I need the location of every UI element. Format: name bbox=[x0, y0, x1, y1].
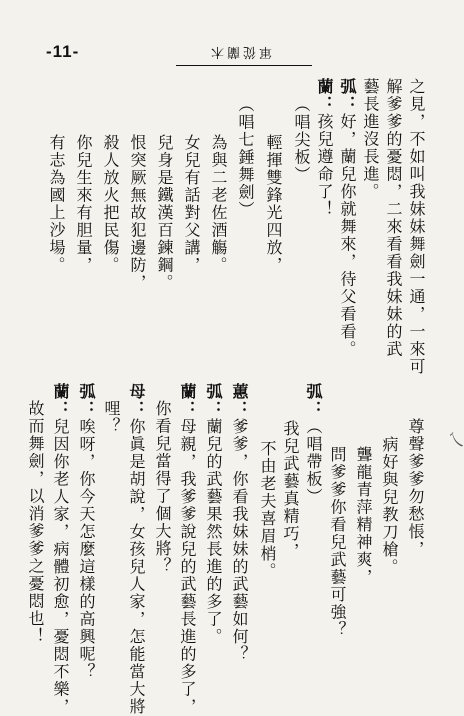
upper-columns-5 bbox=[293, 96, 309, 184]
upper-columns-7 bbox=[237, 96, 253, 219]
lower-columns-13 bbox=[78, 383, 94, 681]
upper-columns-6 bbox=[265, 134, 281, 274]
lower-columns-1 bbox=[381, 436, 397, 576]
running-header: 軍從蘭木 bbox=[208, 44, 273, 59]
upper-columns-9 bbox=[183, 134, 199, 274]
line-text: 女兒有話對父講， bbox=[182, 134, 201, 274]
upper-columns-4 bbox=[316, 78, 332, 218]
speaker-label: 蘭： bbox=[51, 383, 70, 418]
line-text: 不由老夫喜眉梢。 bbox=[258, 440, 277, 580]
lower-columns-12 bbox=[103, 400, 119, 435]
upper-columns-2 bbox=[362, 78, 378, 201]
lower-columns-2 bbox=[355, 446, 371, 586]
line-text: 兒因你老人家，病體初愈，憂悶不樂， bbox=[51, 418, 70, 716]
line-text: 殺人放火把民傷。 bbox=[101, 134, 120, 274]
line-text: 蘭兒的武藝果然長進的多了。 bbox=[204, 418, 223, 646]
line-text: 兒身是鐵漢百鍊鋼。 bbox=[155, 134, 174, 292]
line-text: 母親，我爹爹說兒的武藝長進的多了， bbox=[178, 418, 197, 716]
line-text: 故而舞劍，以消爹爹之憂悶也！ bbox=[26, 400, 45, 645]
line-text: 輕揮雙鋒光四放， bbox=[264, 134, 283, 274]
upper-columns-13 bbox=[75, 134, 91, 274]
speaker-label: 蘭： bbox=[315, 78, 334, 113]
lower-columns-8 bbox=[205, 383, 221, 646]
lower-columns-10 bbox=[154, 400, 170, 575]
line-text: 之見，不如叫我妹妹舞劍一通，一來可 bbox=[407, 78, 426, 376]
lower-columns-6 bbox=[259, 440, 275, 580]
upper-columns-1 bbox=[385, 78, 401, 358]
upper-columns-14 bbox=[48, 134, 64, 274]
line-text: 藝長進沒長進。 bbox=[361, 78, 380, 201]
lower-columns-0 bbox=[407, 418, 423, 558]
speaker-label: 蕙： bbox=[230, 383, 249, 418]
line-text: 聾龍青萍精神爽， bbox=[354, 446, 373, 586]
upper-columns-0 bbox=[408, 78, 424, 376]
line-text: 尊聲爹爹勿愁悵， bbox=[406, 418, 425, 558]
lower-columns-7 bbox=[231, 383, 247, 663]
line-text: 問爹爹你看兒武藝可強？ bbox=[328, 446, 347, 639]
line-text: 我兒武藝真精巧， bbox=[281, 420, 300, 560]
line-text: 唉呀，你今天怎麼這樣的高興呢？ bbox=[77, 418, 96, 681]
line-text: 你看兒當得了個大將？ bbox=[153, 400, 172, 575]
line-text: 解爹爹的憂悶，二來看看我妹妹的武 bbox=[384, 78, 403, 358]
lower-columns-11 bbox=[128, 383, 144, 716]
line-text: 哩？ bbox=[102, 400, 121, 435]
lower-columns-14 bbox=[52, 383, 68, 716]
upper-columns-12 bbox=[102, 134, 118, 274]
speaker-label: 蘭： bbox=[178, 383, 197, 418]
speaker-label: 弧： bbox=[338, 78, 357, 113]
upper-columns-3 bbox=[339, 78, 355, 358]
upper-columns-10 bbox=[156, 134, 172, 292]
page-number: -11- bbox=[46, 42, 80, 61]
lower-columns-3 bbox=[329, 446, 345, 639]
line-text: （唱七錘舞劍） bbox=[236, 96, 255, 219]
line-text: （唱帶板） bbox=[304, 418, 323, 506]
line-text: （唱尖板） bbox=[292, 96, 311, 184]
header-rule bbox=[176, 65, 312, 66]
upper-columns-11 bbox=[129, 134, 145, 292]
line-text: 有志為國上沙場。 bbox=[47, 134, 66, 274]
upper-columns-8 bbox=[210, 134, 226, 274]
speaker-label: 母： bbox=[127, 383, 146, 418]
speaker-label: 弧： bbox=[204, 383, 223, 418]
lower-columns-9 bbox=[179, 383, 195, 716]
margin-mark: 乀 bbox=[448, 430, 464, 449]
line-text: 恨突厥無故犯邊防， bbox=[128, 134, 147, 292]
line-text: 病好與兒教刀槍。 bbox=[380, 436, 399, 576]
line-text: 為與二老佐酒觴。 bbox=[209, 134, 228, 274]
lower-columns-4 bbox=[305, 383, 321, 506]
lower-columns-15 bbox=[27, 400, 43, 645]
line-text: 你兒生來有胆量， bbox=[74, 134, 93, 274]
line-text: 孩兒遵命了！ bbox=[315, 113, 334, 218]
speaker-label: 弧： bbox=[304, 383, 323, 418]
speaker-label: 弧： bbox=[77, 383, 96, 418]
line-text: 你眞是胡說，女孩兒人家，怎能當大將 bbox=[127, 418, 146, 716]
line-text: 好，蘭兒你就舞來，待父看看。 bbox=[338, 113, 357, 358]
lower-columns-5 bbox=[282, 420, 298, 560]
line-text: 爹爹，你看我妹妹的武藝如何？ bbox=[230, 418, 249, 663]
